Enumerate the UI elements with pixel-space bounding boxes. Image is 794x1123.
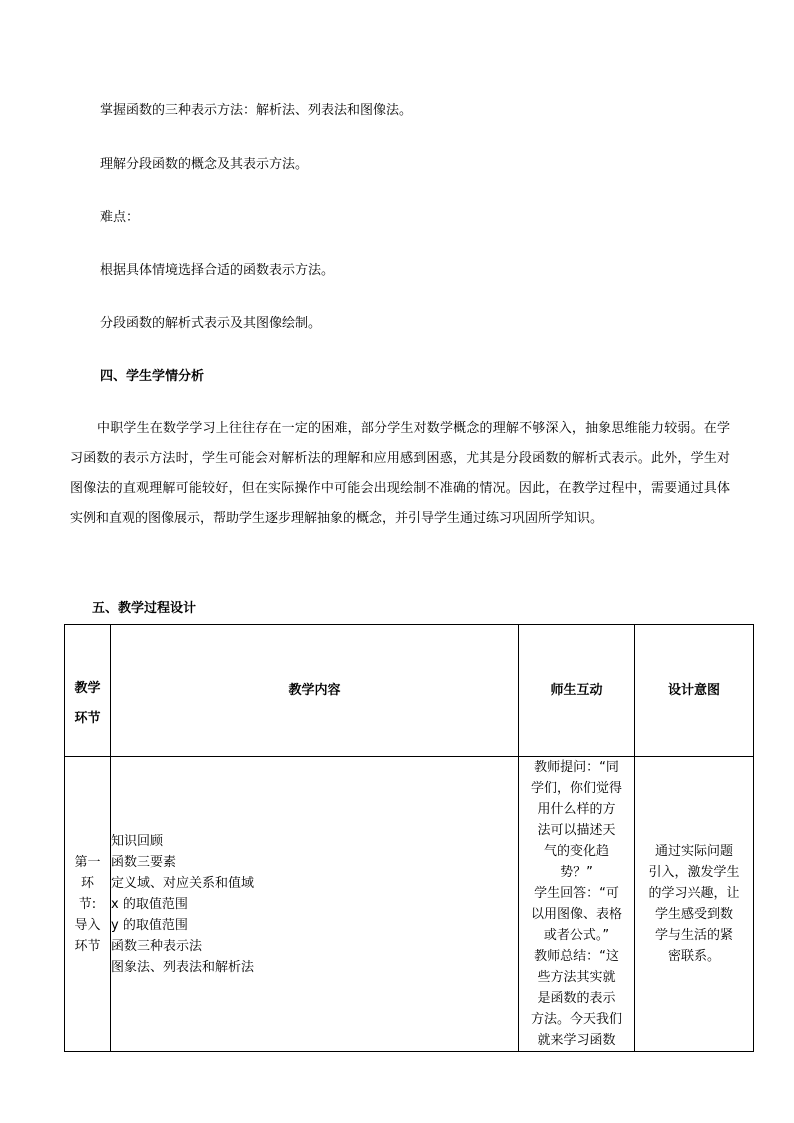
interaction-line: 教师总结：“这 [534, 949, 619, 964]
content-line: 图象法、列表法和解析法 [111, 959, 255, 975]
section4-paragraph: 中职学生在数学学习上往往存在一定的困难，部分学生对数学概念的理解不够深入，抽象思维能力较弱。在学习函数的表示方法时，学生可能会对解析法的理解和应用感到困惑，尤其是分段函数的解析式表示。此外，学生对图像法的直观理解可能较好，但在实际操作中可能会出现绘制不准确的情况。因此，在教学过程中，需要通过具体实例和直观的图像展示，帮助学生逐步理解抽象的概念，并引导学生通过练习巩固所学知识。 [70, 421, 730, 526]
key-point-1: 掌握函数的三种表示方法：解析法、列表法和图像法。 [100, 103, 413, 118]
header-intent: 设计意图 [635, 625, 754, 757]
table-header-row [65, 625, 754, 757]
content-line: y 的取值范围 [111, 917, 188, 933]
header-content: 教学内容 [111, 625, 519, 757]
interaction-line: 是函数的表示 [537, 991, 616, 1006]
teaching-process-table [64, 624, 754, 1052]
interaction-line: 气的变化趋 [543, 844, 609, 859]
difficulty-2: 分段函数的解析式表示及其图像绘制。 [100, 316, 322, 331]
difficulty-label: 难点： [100, 210, 140, 225]
content-line: 函数三种表示法 [111, 938, 203, 954]
intent-line: 密联系。 [667, 949, 720, 964]
content-line: 函数三要素 [111, 854, 177, 870]
content-line: 知识回顾 [111, 833, 164, 849]
interaction-line: 或者公式。” [543, 928, 610, 943]
intent-line: 引入，激发学生 [648, 865, 740, 880]
interaction-line: 些方法其实就 [537, 970, 616, 985]
header-section [65, 625, 111, 757]
section5-title: 五、教学过程设计 [92, 601, 197, 616]
row-section-label: 第一环节:导入环节 [74, 854, 101, 954]
intent-line: 学生感受到数 [654, 907, 733, 922]
intent-line: 学与生活的紧 [654, 928, 733, 943]
interaction-line: 法可以描述天 [537, 823, 616, 838]
row-intent-cell [635, 757, 754, 1052]
interaction-line: 势？” [560, 865, 593, 880]
key-point-2: 理解分段函数的概念及其表示方法。 [100, 157, 309, 172]
row-interaction-cell [519, 757, 635, 1052]
header-section-label: 教学环节 [74, 680, 101, 726]
interaction-line: 教师提问：“同 [534, 760, 619, 775]
interaction-line: 学们，你们觉得 [530, 781, 622, 796]
difficulty-1: 根据具体情境选择合适的函数表示方法。 [100, 263, 335, 278]
section4-title: 四、学生学情分析 [100, 369, 205, 384]
interaction-line: 以用图像、表格 [530, 907, 622, 922]
content-line: 定义域、对应关系和值域 [111, 875, 255, 891]
interaction-line: 方法。今天我们 [530, 1012, 622, 1027]
table-row [65, 757, 754, 1052]
content-line: x 的取值范围 [111, 896, 188, 912]
intent-line: 的学习兴趣，让 [648, 886, 740, 901]
interaction-line: 用什么样的方 [537, 802, 616, 817]
interaction-line: 学生回答：“可 [534, 886, 619, 901]
row-content-cell [111, 757, 519, 1052]
row-section-cell [65, 757, 111, 1052]
interaction-line: 就来学习函数 [537, 1033, 616, 1048]
header-interaction: 师生互动 [519, 625, 635, 757]
intent-line: 通过实际问题 [654, 844, 733, 859]
